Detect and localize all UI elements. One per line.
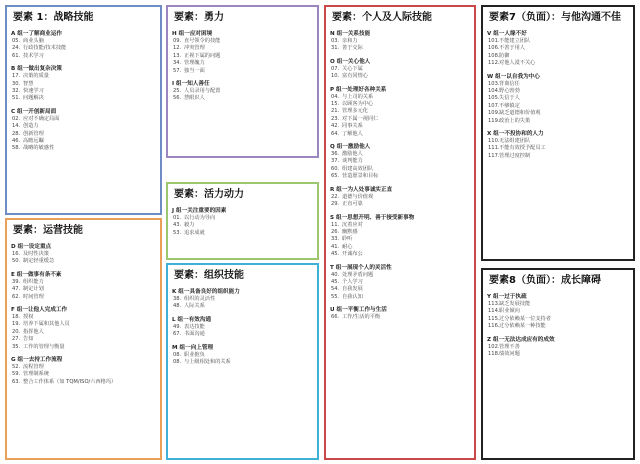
- competency-label: 以顾客为中心: [342, 101, 374, 108]
- competency-label: 制定计划: [23, 286, 44, 293]
- competency-group: [330, 306, 470, 321]
- competency-label: 激励他人: [342, 151, 363, 158]
- competency-number: 60.: [331, 165, 340, 172]
- competency-item: [487, 323, 629, 330]
- competency-item: [330, 286, 470, 293]
- competency-item: [487, 110, 629, 117]
- competency-item: [487, 308, 629, 315]
- competency-label: 防御: [499, 52, 510, 59]
- competency-item: [330, 222, 470, 229]
- competency-number: 117.: [488, 152, 500, 159]
- competency-number: 14.: [12, 123, 21, 130]
- competency-label: 野心勃勃: [499, 88, 520, 95]
- competency-number: 10.: [331, 73, 340, 80]
- competency-item: [487, 351, 629, 358]
- competency-number: 23.: [331, 115, 340, 122]
- competency-label: 毅力: [184, 222, 195, 229]
- competency-number: 119.: [488, 117, 500, 124]
- competency-item: [11, 81, 156, 88]
- competency-number: 102.: [488, 343, 500, 350]
- competency-label: 书面沟通: [184, 331, 205, 338]
- competency-number: 101.: [488, 38, 500, 44]
- competency-group: [330, 58, 470, 81]
- group-title: W 组一以自我为中心: [487, 73, 540, 80]
- competency-item: [11, 336, 156, 343]
- competency-item: [487, 95, 629, 102]
- competency-number: 28.: [12, 130, 21, 137]
- competency-label: 不善于用人: [499, 45, 525, 52]
- competency-label: 自我发展: [342, 286, 363, 293]
- competency-label: 冲突管理: [184, 45, 205, 52]
- competency-number: 17.: [12, 73, 21, 80]
- competency-number: 03.: [331, 38, 340, 44]
- competency-label: 对他人漠不关心: [499, 60, 536, 67]
- competency-label: 独当一面: [184, 67, 205, 74]
- competency-number: 33.: [331, 236, 340, 243]
- competency-label: 组织能力: [23, 278, 44, 285]
- competency-group: [487, 30, 629, 68]
- competency-number: 104.: [488, 88, 500, 95]
- competency-label: 工作/生活的平衡: [342, 314, 381, 321]
- competency-group: [11, 108, 156, 153]
- competency-label: 创新管理: [23, 130, 44, 137]
- group-title: B 组一做出复杂决策: [11, 66, 62, 73]
- competency-number: 103.: [488, 80, 500, 87]
- competency-number: 20.: [12, 328, 21, 335]
- competency-label: 智慧: [23, 80, 34, 87]
- competency-item: [11, 371, 156, 378]
- competency-label: 人员录用与配置: [184, 88, 221, 95]
- competency-label: 商业头脑: [23, 38, 44, 44]
- competency-item: [330, 73, 470, 80]
- competency-number: 116.: [488, 323, 500, 330]
- competency-group: [11, 30, 156, 60]
- competency-number: 57.: [173, 67, 182, 74]
- competency-number: 02.: [12, 115, 21, 122]
- competency-item: [172, 230, 313, 237]
- competency-label: 人际关系: [184, 303, 205, 310]
- competency-number: 114.: [488, 308, 500, 315]
- competency-label: 管理多元化: [342, 108, 368, 115]
- competency-number: 107.: [488, 102, 500, 109]
- competency-label: 正直可靠: [342, 201, 363, 208]
- competency-label: 同事关系: [342, 123, 363, 130]
- competency-item: [330, 45, 470, 52]
- competency-group: [172, 80, 313, 103]
- competency-number: 45.: [331, 278, 340, 285]
- competency-number: 13.: [173, 52, 182, 59]
- competency-item: [172, 359, 313, 366]
- competency-number: 63.: [12, 378, 21, 385]
- competency-label: 个人学习: [342, 278, 363, 285]
- competency-label: 问题解决: [23, 95, 44, 102]
- competency-item: [487, 81, 629, 88]
- competency-item: [11, 145, 156, 152]
- competency-number: 110.: [488, 138, 500, 145]
- group-title: A 组一了解商业运作: [11, 31, 63, 37]
- competency-number: 108.: [488, 52, 500, 59]
- box-title: 要素：运营技能: [13, 225, 83, 236]
- competency-number: 27.: [12, 336, 21, 343]
- box-title: 要素8（负面）：成长障碍: [489, 275, 601, 286]
- factor-strategic-skills: [5, 5, 162, 215]
- competency-number: 30.: [12, 80, 21, 87]
- competency-group: [330, 143, 470, 181]
- competency-number: 61.: [12, 52, 21, 59]
- group-title: N 组一关系技能: [330, 31, 371, 37]
- competency-label: 管理制系统: [23, 371, 49, 378]
- competency-label: 与上司的关系: [342, 93, 374, 100]
- competency-item: [11, 123, 156, 130]
- competency-label: 营造愿景和目标: [342, 173, 379, 180]
- group-title: L 组一有效沟通: [172, 316, 212, 323]
- competency-number: 26.: [331, 228, 340, 235]
- competency-item: [487, 153, 629, 160]
- competency-item: [172, 95, 313, 102]
- competency-item: [172, 45, 313, 52]
- competency-label: 背离信任: [499, 80, 520, 87]
- competency-label: 制定轻重缓急: [23, 258, 55, 265]
- box-title: 要素：勇力: [174, 12, 224, 23]
- competency-group: [330, 214, 470, 259]
- competency-label: 聆听: [342, 236, 353, 243]
- competency-number: 56.: [173, 95, 182, 102]
- competency-number: 113.: [488, 301, 500, 307]
- competency-item: [330, 314, 470, 321]
- competency-number: 58.: [12, 145, 21, 152]
- group-title: O 组一关心他人: [330, 58, 371, 65]
- competency-label: 缺乏发展技能: [499, 301, 531, 307]
- competency-item: [330, 272, 470, 279]
- competency-number: 41.: [331, 243, 340, 250]
- group-title: U 组一平衡工作与生活: [330, 307, 387, 314]
- competency-number: 19.: [12, 321, 21, 328]
- group-title: R 组一为人处事诚实正直: [330, 186, 393, 193]
- competency-label: 幽默感: [342, 228, 358, 235]
- competency-label: 不够镇定: [499, 102, 520, 109]
- competency-number: 111.: [488, 145, 500, 152]
- competency-item: [11, 258, 156, 265]
- competency-item: [330, 108, 470, 115]
- competency-group: [172, 30, 313, 75]
- factor-negative-growth-barriers: [481, 268, 635, 460]
- competency-item: [330, 201, 470, 208]
- competency-number: 52.: [12, 364, 21, 371]
- competency-item: [330, 131, 470, 138]
- competency-label: 无法组建团队: [499, 138, 531, 145]
- competency-item: [172, 68, 313, 75]
- box-title: 要素：个人及人际技能: [332, 12, 432, 23]
- factor-courage: [166, 5, 319, 158]
- competency-label: 组建高效团队: [342, 165, 374, 172]
- box-title: 要素 1：战略技能: [13, 12, 94, 23]
- competency-label: 慧眼识人: [184, 95, 205, 102]
- competency-label: 开诚布公: [342, 251, 363, 258]
- competency-number: 54.: [331, 286, 340, 293]
- competency-number: 50.: [12, 258, 21, 265]
- competency-label: 流程管理: [23, 364, 44, 371]
- competency-item: [330, 294, 470, 301]
- group-title: Y 组一过于执疏: [487, 294, 527, 300]
- competency-label: 对下属一视同仁: [342, 115, 379, 122]
- group-title: D 组一设定重点: [11, 244, 52, 250]
- competency-number: 106.: [488, 45, 500, 52]
- competency-item: [172, 352, 313, 359]
- competency-group: [11, 65, 156, 103]
- competency-number: 35.: [12, 343, 21, 350]
- competency-label: 管理魄力: [184, 60, 205, 67]
- competency-number: 21.: [331, 108, 340, 115]
- competency-label: 自我认知: [342, 293, 363, 300]
- group-title: S 组一思想开明、善于接受新事物: [330, 214, 415, 221]
- competency-label: 整合工作体系（如 TQM/ISO/六西格玛）: [23, 378, 117, 385]
- competency-number: 37.: [331, 158, 340, 165]
- competency-number: 01.: [173, 215, 182, 221]
- factor-negative-relationship: [481, 5, 635, 261]
- competency-number: 43.: [173, 222, 182, 229]
- competency-number: 67.: [173, 331, 182, 338]
- competency-label: 追求成就: [184, 229, 205, 236]
- competency-number: 62.: [12, 293, 21, 300]
- competency-label: 战略的敏感性: [23, 145, 55, 152]
- competency-number: 25.: [173, 88, 182, 95]
- competency-group: [330, 264, 470, 302]
- box-title: 要素：组织技能: [174, 270, 244, 281]
- competency-label: 了解他人: [342, 130, 363, 137]
- competency-label: 正视下属的问题: [184, 52, 221, 59]
- group-title: T 组一展现个人的灵活性: [330, 264, 392, 271]
- competency-number: 15.: [331, 101, 340, 108]
- competency-group: [330, 86, 470, 138]
- competency-item: [487, 60, 629, 67]
- competency-label: 指挥他人: [23, 328, 44, 335]
- group-title: J 组一关注重要的因素: [172, 208, 227, 214]
- competency-label: 缺乏道德和价值观: [499, 110, 541, 117]
- competency-number: 36.: [331, 151, 340, 158]
- competency-label: 时间管理: [23, 293, 44, 300]
- group-title: X 组一不投协和的人力: [487, 131, 544, 138]
- competency-number: 65.: [331, 173, 340, 180]
- group-title: E 组一做事有条不紊: [11, 271, 62, 278]
- competency-label: 过分依赖某一位支持者: [499, 315, 551, 322]
- competency-label: 过分依赖某一种技能: [499, 323, 546, 330]
- competency-label: 快速学习: [23, 88, 44, 95]
- competency-label: 关心下属: [342, 65, 363, 72]
- competency-number: 51.: [12, 95, 21, 102]
- competency-label: 绩效问题: [499, 351, 520, 358]
- competency-item: [172, 222, 313, 229]
- competency-group: [487, 73, 629, 125]
- factor-energy-drive: [166, 182, 319, 260]
- competency-number: 11.: [331, 221, 340, 228]
- competency-number: 29.: [331, 201, 340, 208]
- competency-number: 105.: [488, 95, 500, 102]
- competency-label: 及时性决策: [23, 251, 49, 257]
- competency-label: 不能建立团队: [499, 38, 531, 44]
- competency-number: 07.: [331, 65, 340, 72]
- competency-label: 应对不确定局面: [23, 115, 60, 122]
- competency-item: [330, 94, 470, 101]
- group-title: M 组一向上管理: [172, 344, 214, 351]
- competency-label: 失信于人: [499, 95, 520, 102]
- competency-item: [11, 321, 156, 328]
- competency-number: 46.: [12, 138, 21, 145]
- competency-label: 培养下属和其他人员: [23, 321, 70, 328]
- competency-label: 以行动为导向: [184, 215, 216, 221]
- competency-number: 48.: [173, 303, 182, 310]
- competency-number: 22.: [331, 193, 340, 200]
- competency-item: [330, 158, 470, 165]
- competency-number: 59.: [12, 371, 21, 378]
- competency-label: 善于交际: [342, 45, 363, 52]
- competency-number: 40.: [331, 271, 340, 278]
- competency-number: 08.: [173, 351, 182, 358]
- group-title: P 组一处理好各种关系: [330, 86, 387, 93]
- competency-item: [11, 53, 156, 60]
- group-title: C 组一开创新局面: [11, 108, 57, 115]
- competency-number: 38.: [173, 296, 182, 302]
- competency-item: [330, 251, 470, 258]
- competency-group: [172, 288, 313, 311]
- competency-label: 沉着应对: [342, 221, 363, 228]
- box-title: 要素：活力动力: [174, 189, 244, 200]
- competency-item: [11, 45, 156, 52]
- competency-label: 职业抱负: [184, 351, 205, 358]
- competency-group: [11, 356, 156, 386]
- group-title: G 组一去持工作流程: [11, 357, 63, 364]
- competency-number: 112.: [488, 60, 500, 67]
- competency-item: [11, 73, 156, 80]
- competency-group: [172, 344, 313, 367]
- competency-number: 47.: [12, 286, 21, 293]
- competency-item: [11, 294, 156, 301]
- competency-number: 64.: [331, 130, 340, 137]
- competency-number: 55.: [331, 293, 340, 300]
- competency-label: 技术学习: [23, 52, 44, 59]
- competency-item: [487, 45, 629, 52]
- competency-number: 34.: [173, 60, 182, 67]
- competency-group: [172, 207, 313, 237]
- competency-group: [487, 130, 629, 160]
- competency-number: 53.: [173, 229, 182, 236]
- competency-item: [172, 331, 313, 338]
- competency-label: 耐心: [342, 243, 353, 250]
- competency-label: 高瞻远瞩: [23, 138, 44, 145]
- competency-number: 118.: [488, 351, 500, 358]
- group-title: Q 组一激励他人: [330, 144, 371, 151]
- competency-group: [487, 336, 629, 359]
- competency-number: 31.: [331, 45, 340, 52]
- competency-group: [487, 293, 629, 331]
- competency-number: 49.: [173, 323, 182, 330]
- competency-number: 109.: [488, 110, 500, 117]
- competency-item: [487, 344, 629, 351]
- competency-item: [487, 145, 629, 152]
- group-title: K 组一具备良好的组织能力: [172, 289, 240, 295]
- competency-label: 行政技能/技术技能: [23, 45, 67, 52]
- competency-label: 处理矛盾问题: [342, 271, 374, 278]
- competency-number: 66.: [331, 314, 340, 321]
- competency-item: [330, 244, 470, 251]
- group-title: Z 组一无法达成应有的成效: [487, 336, 555, 343]
- competency-item: [11, 131, 156, 138]
- group-title: V 组一人缘不好: [487, 31, 527, 37]
- competency-label: 谈判能力: [342, 158, 363, 165]
- competency-label: 不能有效授予配员工: [499, 145, 546, 152]
- competency-group: [330, 30, 470, 53]
- factor-organizational-skills: [166, 263, 319, 460]
- competency-label: 职业倾向: [499, 308, 520, 315]
- competency-item: [330, 236, 470, 243]
- competency-item: [330, 173, 470, 180]
- competency-item: [330, 194, 470, 201]
- competency-number: 08.: [173, 359, 182, 366]
- competency-item: [11, 95, 156, 102]
- competency-number: 09.: [173, 38, 182, 44]
- competency-number: 05.: [12, 38, 21, 44]
- competency-label: 管理过度控制: [499, 152, 531, 159]
- competency-label: 组织的灵活性: [184, 296, 216, 302]
- competency-number: 32.: [12, 88, 21, 95]
- competency-group: [330, 186, 470, 209]
- competency-label: 决策的质量: [23, 73, 49, 80]
- competency-item: [11, 286, 156, 293]
- competency-item: [487, 118, 629, 125]
- factor-personal-interpersonal-skills: [324, 5, 476, 460]
- group-title: H 组一应对困境: [172, 31, 213, 37]
- competency-number: 04.: [331, 93, 340, 100]
- competency-item: [172, 303, 313, 310]
- factor-operating-skills: [5, 218, 162, 460]
- competency-label: 富有同情心: [342, 73, 368, 80]
- competency-item: [172, 60, 313, 67]
- competency-number: 115.: [488, 315, 500, 322]
- competency-label: 告知: [23, 336, 34, 343]
- competency-number: 12.: [173, 45, 182, 52]
- competency-label: 与上级相处和的关系: [184, 359, 231, 366]
- competency-number: 45.: [331, 251, 340, 258]
- competency-group: [11, 243, 156, 266]
- competency-label: 亲和力: [342, 38, 358, 44]
- box-title: 要素7（负面）：与他沟通不佳: [489, 12, 621, 23]
- group-title: I 组一知人善任: [172, 81, 210, 88]
- group-title: F 组一让他人完成工作: [11, 307, 68, 314]
- competency-number: 24.: [12, 45, 21, 52]
- competency-number: 39.: [12, 278, 21, 285]
- competency-label: 工作的管理与衡量: [23, 343, 65, 350]
- competency-item: [330, 123, 470, 130]
- competency-label: 道德与价值观: [342, 193, 374, 200]
- competency-label: 直号领令的技能: [184, 38, 221, 44]
- competency-number: 18.: [12, 314, 21, 321]
- competency-label: 政治上的失策: [499, 117, 531, 124]
- competency-label: 管理不善: [499, 343, 520, 350]
- competency-item: [11, 344, 156, 351]
- competency-label: 创造力: [23, 123, 39, 130]
- competency-number: 42.: [331, 123, 340, 130]
- competency-item: [11, 379, 156, 386]
- competency-group: [11, 306, 156, 351]
- competency-group: [172, 316, 313, 339]
- competency-label: 授权: [23, 314, 34, 321]
- competency-label: 表达技能: [184, 323, 205, 330]
- competency-group: [11, 271, 156, 301]
- competency-number: 16.: [12, 251, 21, 257]
